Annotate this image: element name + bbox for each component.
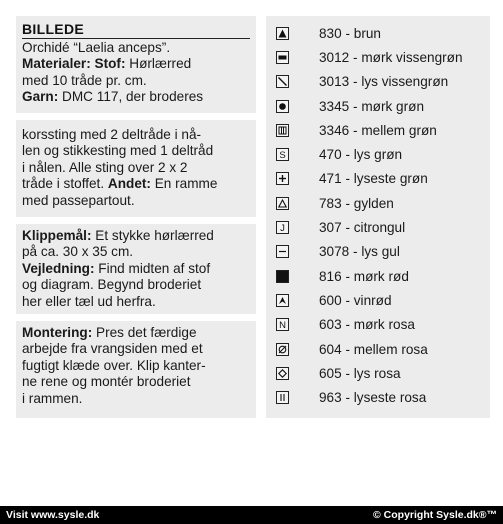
svg-text:J: J (280, 222, 285, 233)
legend-label: 605 - lys rosa (319, 365, 401, 381)
guide-label: Vejledning: (22, 260, 95, 276)
cut-text (22, 228, 258, 310)
footer-bar (0, 506, 503, 524)
legend-item (276, 168, 428, 188)
legend-label: 3012 - mørk vissengrøn (319, 49, 463, 65)
legend-label: 3078 - lys gul (319, 243, 400, 259)
stitch-text (22, 127, 258, 209)
stitch-line-4a: tråde i stoffet. (22, 176, 108, 192)
copyright-notice: © Copyright Sysle.dk®™ (373, 509, 497, 521)
legend-item (276, 96, 424, 116)
solid-square-icon (276, 270, 289, 283)
legend-item (276, 387, 426, 407)
legend-label: 816 - mørk rød (319, 268, 409, 284)
site-link[interactable]: Visit www.sysle.dk (6, 509, 100, 521)
guide-line-1 (22, 261, 258, 277)
inner-square-bars-icon (276, 124, 289, 137)
letter-j-icon (276, 221, 289, 234)
minus-icon (276, 245, 289, 258)
yarn-label: Garn: (22, 89, 59, 105)
triangle-outline-icon (276, 197, 289, 210)
mount-line-5: i rammen. (22, 390, 83, 406)
legend-label: 470 - lys grøn (319, 146, 403, 162)
cut-value: Et stykke hørlærred (91, 228, 214, 243)
letter-n-icon (276, 318, 289, 331)
caret-up-icon (276, 294, 289, 307)
legend-label: 471 - lyseste grøn (319, 170, 428, 186)
legend-label: 307 - citrongul (319, 219, 406, 235)
legend-label: 603 - mørk rosa (319, 316, 415, 332)
symbol-legend (266, 16, 490, 418)
legend-label: 3345 - mørk grøn (319, 98, 424, 114)
mounting-text (22, 325, 258, 407)
yarn-value: DMC 117, der broderes (58, 89, 204, 105)
thread-count-line: med 10 tråde pr. cm. (22, 72, 147, 88)
legend-item (276, 144, 402, 164)
legend-label: 600 - vinrød (319, 292, 392, 308)
instructions-panel (16, 16, 256, 418)
svg-text:S: S (279, 149, 286, 160)
legend-item (276, 217, 405, 237)
legend-item (276, 339, 428, 359)
yarn-line (22, 89, 258, 105)
guide-line-3: her eller tæl ud herfra. (22, 293, 156, 309)
legend-item (276, 266, 409, 286)
guide-line-2: og diagram. Begynd broderiet (22, 277, 202, 293)
cut-line-2: på ca. 30 x 35 cm. (22, 244, 134, 260)
intro-text (22, 40, 258, 106)
cut-label: Klippemål: (22, 228, 92, 243)
motif-line: Orchidé “Laelia anceps”. (22, 40, 171, 55)
slashed-circle-icon (276, 343, 289, 356)
legend-label: 963 - lyseste rosa (319, 389, 427, 405)
mount-line-2: arbejde fra vrangsiden med et (22, 341, 203, 357)
legend-item (276, 241, 400, 261)
stitch-line-4 (22, 176, 258, 192)
legend-label: 3346 - mellem grøn (319, 122, 437, 138)
column-gap (16, 113, 256, 120)
mount-line-3: fugtigt klæde over. Klip kanter- (22, 357, 206, 373)
diagonal-line-icon (276, 75, 289, 88)
legend-item (276, 290, 392, 310)
cut-line-1 (22, 228, 258, 244)
legend-label: 830 - brun (319, 25, 381, 41)
double-vertical-bar-icon (276, 391, 289, 404)
filled-circle-icon (276, 100, 289, 113)
legend-item (276, 23, 381, 43)
legend-item (276, 314, 415, 334)
mount-line-4: ne rene og montér broderiet (22, 374, 191, 390)
svg-text:N: N (279, 319, 286, 330)
letter-s-icon (276, 148, 289, 161)
legend-item (276, 363, 401, 383)
plus-icon (276, 172, 289, 185)
mount-line-1 (22, 325, 258, 341)
column-gap (16, 314, 256, 321)
legend-item (276, 71, 448, 91)
heading-underline (22, 20, 250, 39)
stitch-line-4b: En ramme (150, 176, 218, 192)
stitch-line-5: med passepartout. (22, 192, 135, 208)
stitch-line-3: i nålen. Alle sting over 2 x 2 (22, 159, 188, 175)
column-gap (16, 217, 256, 224)
materials-line (22, 56, 258, 72)
legend-label: 783 - gylden (319, 195, 394, 211)
legend-label: 604 - mellem rosa (319, 341, 428, 357)
legend-item (276, 47, 463, 67)
mount-value: Pres det færdige (92, 325, 197, 340)
legend-label: 3013 - lys vissengrøn (319, 73, 449, 89)
materials-label: Materialer: Stof: (22, 56, 126, 72)
materials-value: Hørlærred (125, 56, 192, 72)
stitch-line-2: len og stikkesting med 1 deltråd (22, 143, 214, 159)
stitch-line-1: korssting med 2 deltråde i nå- (22, 127, 202, 142)
legend-item (276, 120, 437, 140)
legend-item (276, 193, 394, 213)
horizontal-bar-filled-icon (276, 51, 289, 64)
other-label: Andet: (107, 176, 151, 192)
page-title: BILLEDE (22, 21, 84, 37)
diamond-outline-icon (276, 367, 289, 380)
mount-label: Montering: (22, 325, 93, 340)
triangle-up-filled-icon (276, 27, 289, 40)
guide-value: Find midten af stof (94, 260, 211, 276)
